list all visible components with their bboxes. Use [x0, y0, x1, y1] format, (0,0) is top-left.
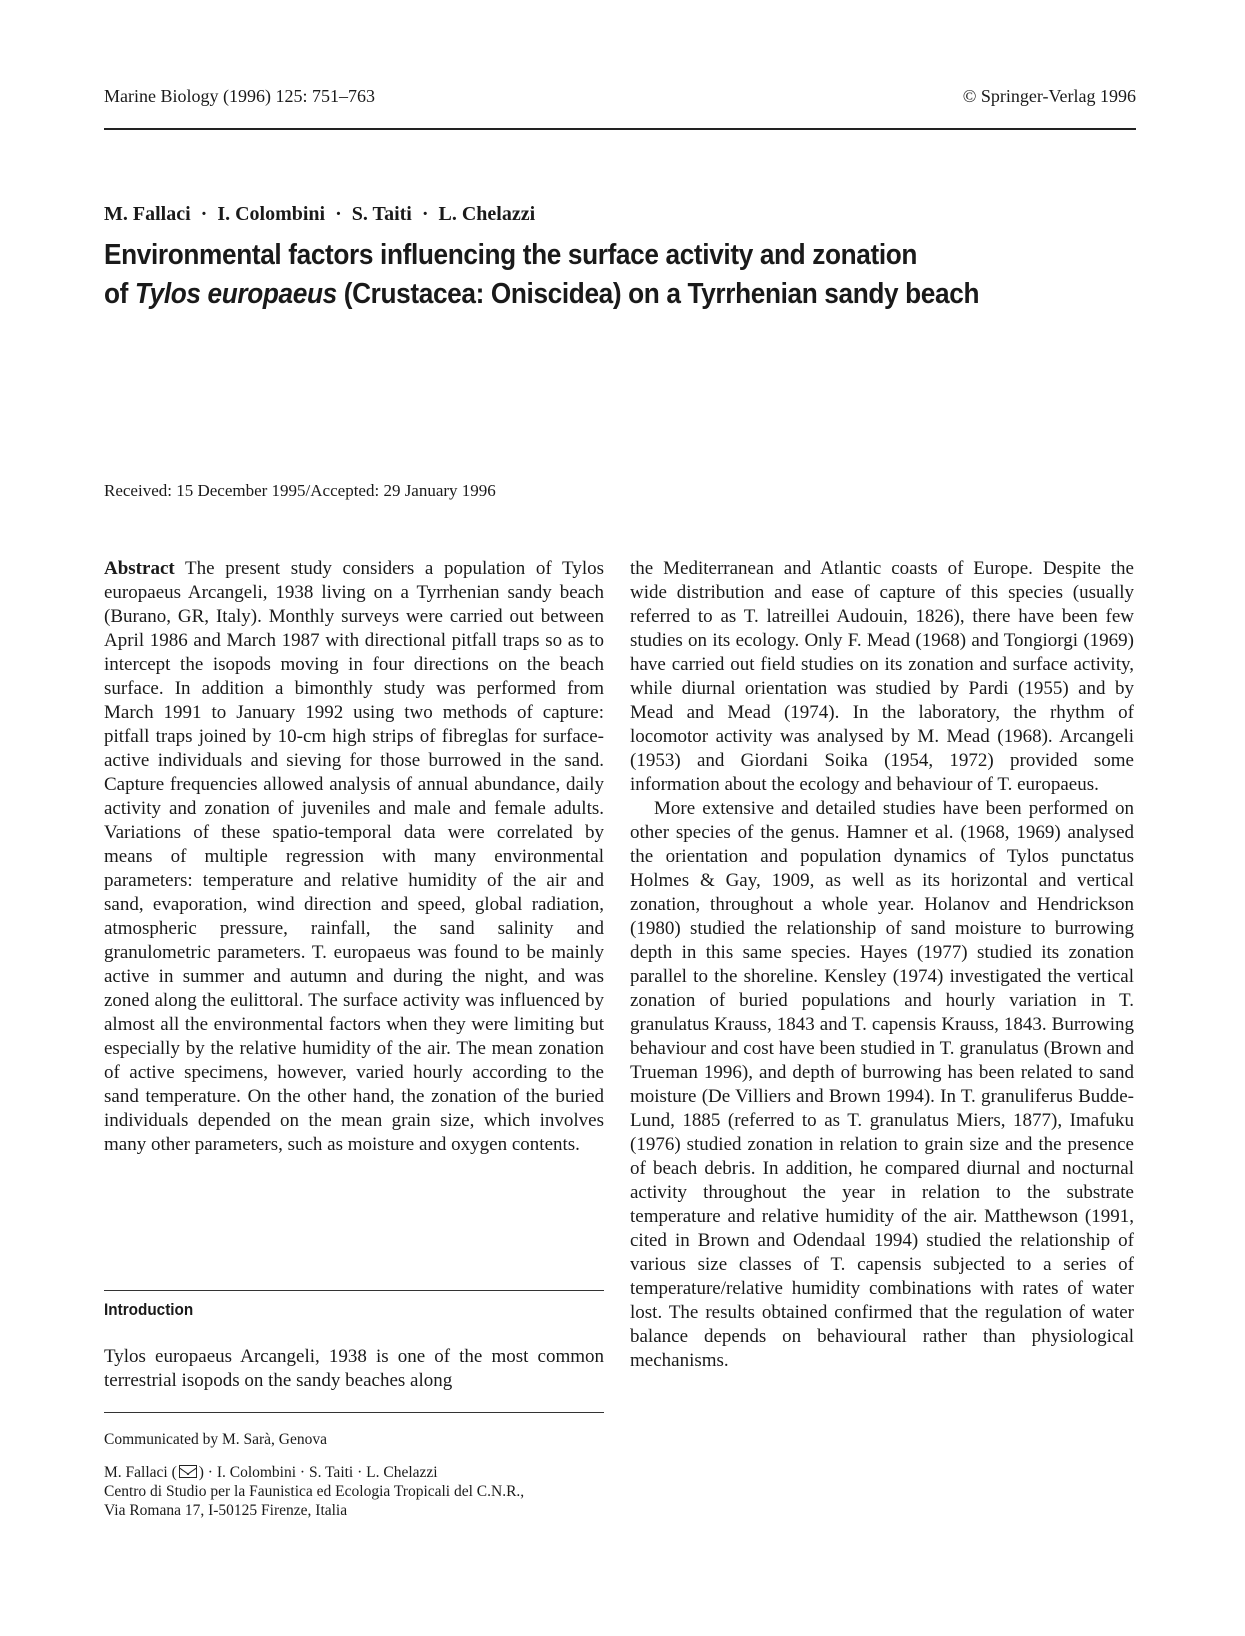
affiliation-line-2: Via Romana 17, I-50125 Firenze, Italia — [104, 1502, 348, 1519]
title-line-2-suffix: (Crustacea: Oniscidea) on a Tyrrhenian sandy beach — [336, 278, 980, 310]
author-list — [104, 203, 535, 226]
paper-title — [104, 236, 1144, 314]
author-separator: · — [335, 203, 342, 225]
title-line-2-prefix: of — [104, 278, 135, 310]
author-name: I. Colombini — [217, 203, 326, 225]
header-rule — [104, 128, 1136, 130]
affiliation-line-1: Centro di Studio per la Faunistica ed Ecologia Tropicali del C.N.R., — [104, 1483, 525, 1500]
envelope-icon — [179, 1465, 197, 1478]
abstract-heading: Abstract — [104, 558, 175, 579]
running-head — [104, 86, 1136, 114]
introduction-paragraph: Tylos europaeus Arcangeli, 1938 is one of the most common terrestrial isopods on the sandy beaches along — [104, 1346, 604, 1391]
author-name: L. Chelazzi — [438, 203, 536, 225]
right-column — [630, 557, 1134, 1373]
introduction-text — [104, 1345, 604, 1393]
body-paragraph: More extensive and detailed studies have been performed on other species of the genus. Hamner et al. (1968, 1969) analysed the orientation and population dynamics of Tylos punctatus Holmes & Gay, 1909, as well as its horizontal and vertical zonation, throughout a whole year. Holanov and Hendrickson (1980) studied the relationship of sand moisture to burrowing depth in this same species. Hayes (1977) studied its zonation parallel to the shoreline. Kensley (1974) investigated the vertical zonation of buried populations and hourly variation in T. granulatus Krauss, 1843 and T. capensis Krauss, 1843. Burrowing behaviour and cost have been studied in T. granulatus (Brown and Trueman 1996), and depth of burrowing has been related to sand moisture (De Villiers and Brown 1994). In T. granuliferus Budde-Lund, 1885 (referred to as T. granulatus Miers, 1877), Imafuku (1976) studied zonation in relation to grain size and the presence of beach debris. In addition, he compared diurnal and nocturnal activity throughout the year in relation to the substrate temperature and relative humidity of the air. Matthewson (1991, cited in Brown and Odendaal 1994) studied the relationship of various size classes of T. capensis subjected to a series of temperature/relative humidity combinations with rates of water lost. The results obtained confirmed that the regulation of water balance depends on behavioural rather than physiological mechanisms. — [630, 798, 1134, 1371]
abstract-text: The present study considers a population of Tylos europaeus Arcangeli, 1938 living on a Tyrrhenian sandy beach (Burano, GR, Italy). Monthly surveys were carried out between April 1986 and March 1987 with directional pitfall traps so as to intercept the isopods moving in four directions on the beach surface. In addition a bimonthly study was performed from March 1991 to January 1992 using two methods of capture: pitfall traps joined by 10-cm high strips of fibreglas for surface-active individuals and sieving for those burrowed in the sand. Capture frequencies allowed analysis of annual abundance, daily activity and zonation of juveniles and male and female adults. Variations of these spatio-temporal data were correlated by means of multiple regression with many environmental parameters: temperature and relative humidity of the air and sand, evaporation, wind direction and speed, global radiation, atmospheric pressure, rainfall, the sand salinity and granulometric parameters. T. europaeus was found to be mainly active in summer and autumn and during the night, and was zoned along the eulittoral. The surface activity was influenced by almost all the environmental factors when they were limiting but especially by the relative humidity of the air. The mean zonation of active specimens, however, varied hourly according to the sand temperature. On the other hand, the zonation of the buried individuals depended on the mean grain size, which involves many other parameters, such as moisture and oxygen contents. — [104, 558, 604, 1155]
author-name: M. Fallaci — [104, 203, 191, 225]
author-separator: · — [421, 203, 429, 225]
abstract-block — [104, 557, 604, 1157]
communicated-by: Communicated by M. Sarà, Genova — [104, 1431, 327, 1448]
coauthors: ) · I. Colombini · S. Taiti · L. Chelazzi — [198, 1464, 438, 1481]
section-rule — [104, 1290, 604, 1291]
copyright-notice: © Springer-Verlag 1996 — [962, 86, 1136, 106]
received-dates: Received: 15 December 1995/Accepted: 29 January 1996 — [104, 481, 496, 500]
introduction-heading: Introduction — [104, 1300, 194, 1319]
journal-citation: Marine Biology (1996) 125: 751–763 — [104, 86, 375, 106]
author-affiliation — [104, 1463, 624, 1520]
footnote-rule — [104, 1412, 604, 1413]
body-paragraph: the Mediterranean and Atlantic coasts of Europe. Despite the wide distribution and ease of capture of this species (usually referred to as T. latreillei Audouin, 1826), there have been few studies on its ecology. Only F. Mead (1968) and Tongiorgi (1969) have carried out field studies on its zonation and surface activity, while diurnal orientation was studied by Pardi (1955) and by Mead and Mead (1974). In the laboratory, the rhythm of locomotor activity was analysed by M. Mead (1968). Arcangeli (1953) and Giordani Soika (1954, 1972) provided some information about the ecology and behaviour of T. europaeus. — [630, 558, 1134, 795]
title-species: Tylos europaeus — [134, 278, 337, 310]
corresponding-author: M. Fallaci ( — [104, 1464, 177, 1481]
author-name: S. Taiti — [351, 203, 412, 225]
title-line-1: Environmental factors influencing the surface activity and zonation — [104, 239, 918, 271]
author-separator: · — [200, 203, 208, 225]
